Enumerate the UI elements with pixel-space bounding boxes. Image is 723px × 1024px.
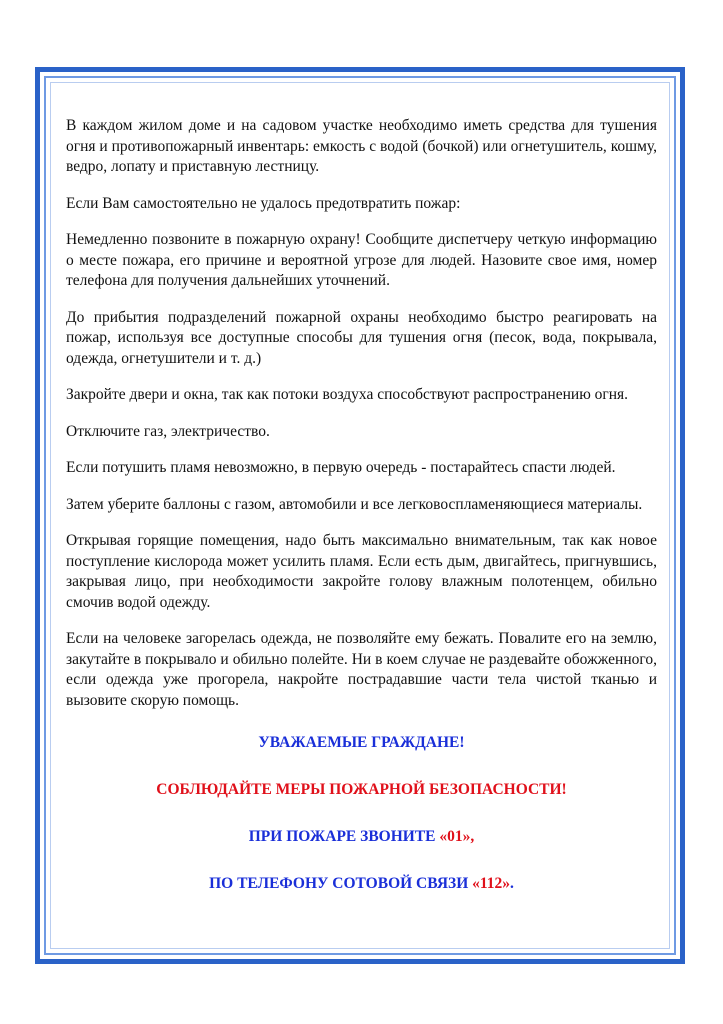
paragraph-turn-off-gas: Отключите газ, электричество. xyxy=(66,422,270,440)
call-suffix: , xyxy=(470,828,475,845)
paragraph-close-doors: Закройте двери и окна, так как потоки воздуха способствуют распространению огня. xyxy=(66,386,629,403)
paragraph-call-fire-service: Немедленно позвоните в пожарную охрану! Сообщите диспетчеру четкую информацию о месте пожара, его причине и вероятной угрозе для людей. Назовите свое имя, номер телефона для получения дальнейших уточнений. xyxy=(66,231,657,289)
call-number-112: «112» xyxy=(472,874,511,892)
mobile-prefix: ПО ТЕЛЕФОНУ СОТОВОЙ СВЯЗИ xyxy=(209,874,473,892)
paragraph-remove-cylinders: Затем уберите баллоны с газом, автомобили и все легковоспламеняющиеся материалы. xyxy=(66,495,643,513)
paragraph-burning-clothes: Если на человеке загорелась одежда, не позволяйте ему бежать. Повалите его на землю, закутайте в покрывало и обильно полейте. Ни в коем случае не раздевайте обожженного, если одежда уже прогорела, накройте пострадавшие части тела чистой тканью и вызовите скорую помощь. xyxy=(66,630,657,709)
heading-dear-citizens: УВАЖАЕМЫЕ ГРАЖДАНЕ! xyxy=(258,734,465,751)
paragraph-equipment: В каждом жилом доме и на садовом участке необходимо иметь средства для тушения огня и противопожарный инвентарь: емкость с водой (бочкой) или огнетушитель, кошму, ведро, лопату и приставную лестницу. xyxy=(66,117,657,175)
heading-call-112 xyxy=(66,874,657,895)
paragraph-react-quickly: До прибытия подразделений пожарной охраны необходимо быстро реагировать на пожар, используя все доступные способы для тушения огня (песок, вода, покрывала, одежда, огнетушители и т. д.) xyxy=(66,308,657,367)
paragraph-if-failed: Если Вам самостоятельно не удалось предотвратить пожар: xyxy=(66,194,461,212)
paragraph-save-people: Если потушить пламя невозможно, в первую очередь - постарайтесь спасти людей. xyxy=(66,459,616,476)
call-prefix: ПРИ ПОЖАРЕ ЗВОНИТЕ xyxy=(248,828,440,845)
document-body xyxy=(66,116,657,894)
call-number-01: «01» xyxy=(439,828,471,845)
paragraph-open-rooms: Открывая горящие помещения, надо быть максимально внимательным, так как новое поступление кислорода может усилить пламя. Если есть дым, двигайтесь, пригнувшись, закрывая лицо, при необходимости закройте голову влажным полотенцем, обильно смочив водой одежду. xyxy=(66,532,657,611)
mobile-suffix: . xyxy=(510,874,514,892)
heading-call-01 xyxy=(66,827,657,848)
heading-observe-safety: СОБЛЮДАЙТЕ МЕРЫ ПОЖАРНОЙ БЕЗОПАСНОСТИ! xyxy=(156,780,567,798)
